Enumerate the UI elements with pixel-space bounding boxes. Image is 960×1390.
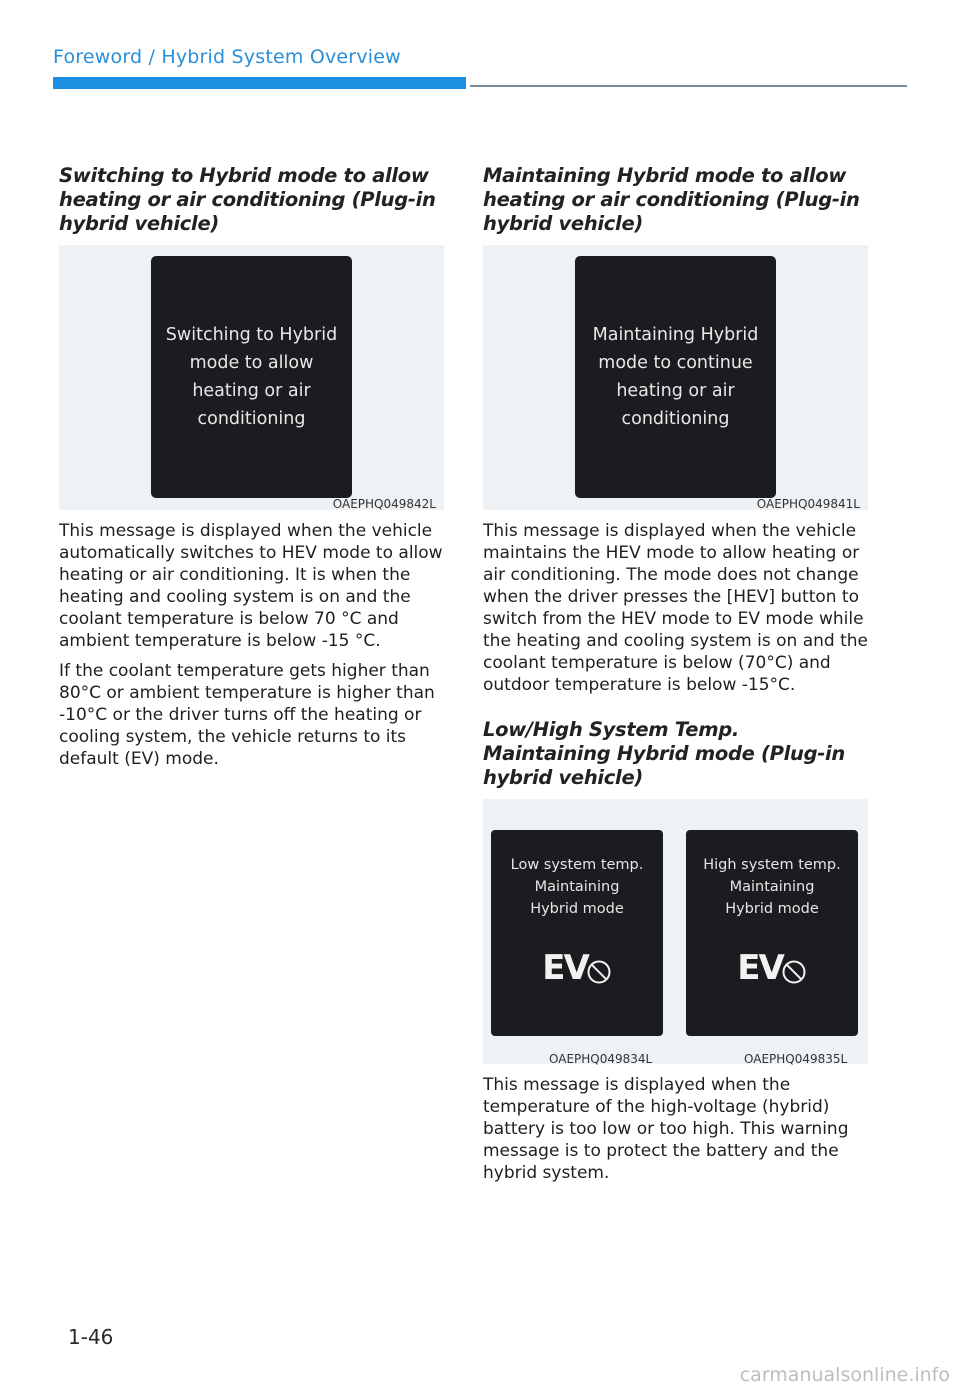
watermark: carmanualsonline.info: [739, 1364, 950, 1386]
figure-code: OAEPHQ049835L: [744, 1052, 848, 1066]
body-paragraph: This message is displayed when the vehicle automatically switches to HEV mode to allow heating or air conditioning. It is when the heating and cooling system is on and the coolant temperature is below 70 °C and ambient temperature is below -15 °C.: [59, 521, 443, 651]
page-number: 1-46: [68, 1325, 114, 1349]
maintaining-hybrid-figure: [483, 245, 868, 510]
right-column: [483, 164, 868, 1184]
section-header-title: Foreword / Hybrid System Overview: [53, 46, 401, 68]
left-column: [59, 164, 444, 770]
figure-code: OAEPHQ049842L: [332, 497, 436, 511]
header-accent-bar: [53, 77, 466, 89]
ev-disabled-indicator: [491, 948, 663, 988]
maintaining-hybrid-title: Maintaining Hybrid mode to allow heating or air conditioning (Plug-in hybrid vehicle): [483, 164, 860, 235]
figure-code: OAEPHQ049841L: [756, 497, 860, 511]
system-temp-figure: [483, 799, 868, 1064]
prohibited-icon: [586, 959, 612, 985]
cluster-message: Maintaining Hybrid mode to continue heating or air conditioning: [592, 325, 759, 429]
prohibited-icon: [781, 959, 807, 985]
message-line: Maintaining: [729, 879, 815, 895]
ev-label: EV: [542, 948, 588, 988]
ev-label: EV: [737, 948, 783, 988]
cluster-display-low-temp: [491, 830, 663, 1036]
message-line: High system temp.: [703, 857, 841, 873]
message-line: Hybrid mode: [530, 901, 624, 917]
ev-disabled-indicator: [686, 948, 858, 988]
body-paragraph: If the coolant temperature gets higher than 80°C or ambient temperature is higher than -10°C or the driver turns off the heating or cooling system, the vehicle returns to its default (EV) mode.: [59, 661, 435, 769]
system-temp-title: Low/High System Temp. Maintaining Hybrid mode (Plug-in hybrid vehicle): [483, 718, 846, 789]
cluster-display: [575, 256, 776, 498]
cluster-message: [686, 854, 858, 920]
body-paragraph: This message is displayed when the temperature of the high-voltage (hybrid) battery is too low or too high. This warning message is to protect the battery and the hybrid system.: [483, 1075, 849, 1183]
figure-code: OAEPHQ049834L: [549, 1052, 653, 1066]
message-line: Low system temp.: [510, 857, 644, 873]
cluster-display: [151, 256, 352, 498]
header-rule: [470, 85, 907, 87]
cluster-message: [491, 854, 663, 920]
switching-hybrid-figure: [59, 245, 444, 510]
cluster-message: Switching to Hybrid mode to allow heating or air conditioning: [165, 325, 338, 429]
message-line: Maintaining: [534, 879, 620, 895]
message-line: Hybrid mode: [725, 901, 819, 917]
body-paragraph: This message is displayed when the vehicle maintains the HEV mode to allow heating or air conditioning. The mode does not change when the driver presses the [HEV] button to switch from the HEV mode to EV mode while the heating and cooling system is on and the coolant temperature is below (70°C) and outdoor temperature is below -15°C.: [483, 521, 868, 695]
switching-hybrid-title: Switching to Hybrid mode to allow heating or air conditioning (Plug-in hybrid vehicle): [59, 164, 436, 235]
cluster-display-high-temp: [686, 830, 858, 1036]
